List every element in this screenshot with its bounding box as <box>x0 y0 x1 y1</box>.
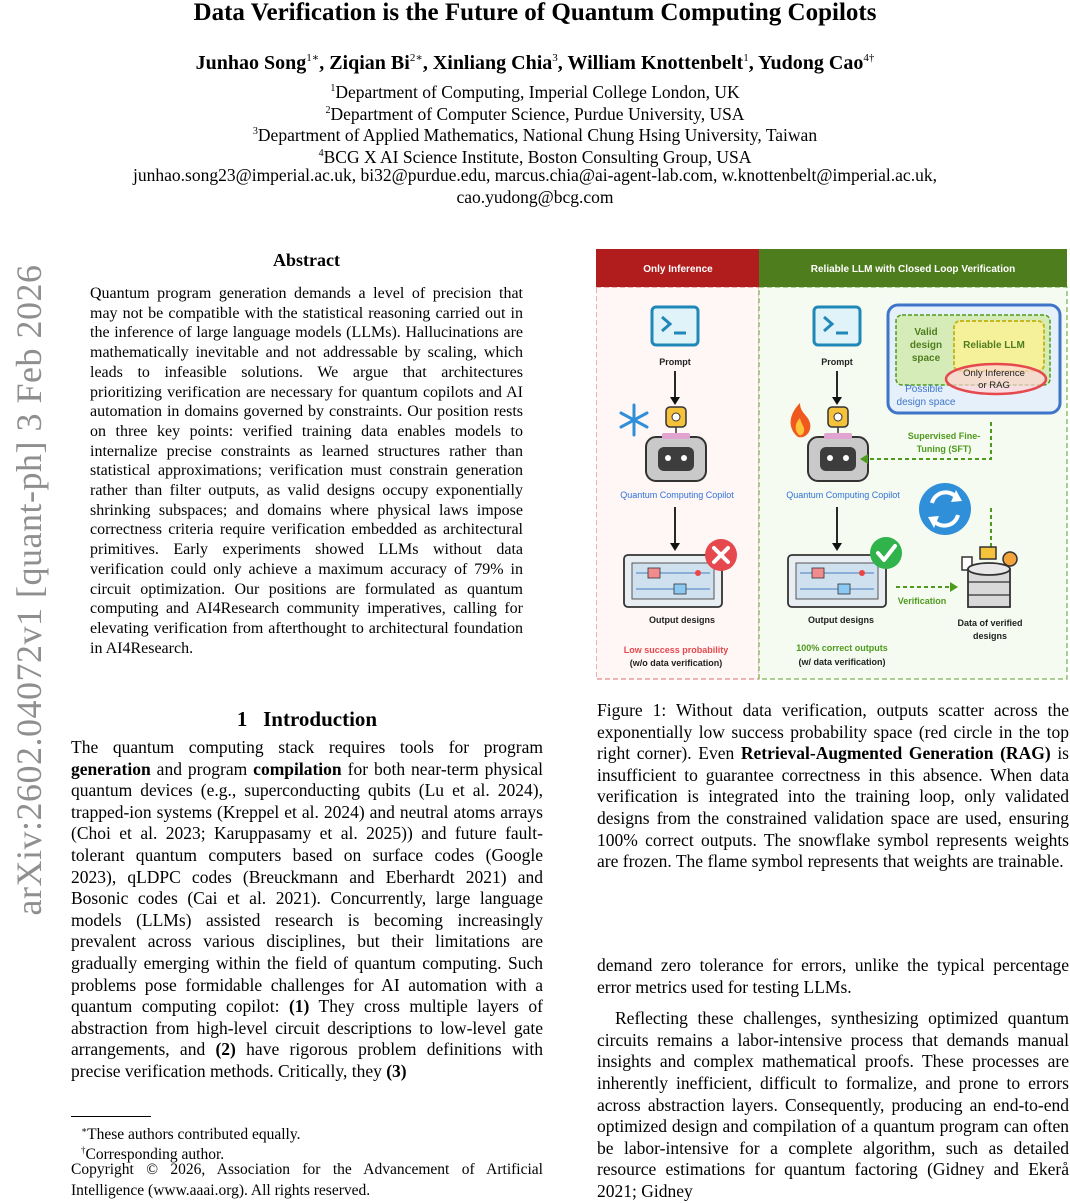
possible-space-label: Possible <box>905 384 943 395</box>
data-verified-label: Data of verified <box>957 618 1023 628</box>
text-run: have rigorous problem definitions with precise verification methods. Critically, they <box>71 1039 543 1081</box>
author-name: Junhao Song <box>195 52 307 74</box>
arxiv-stamp <box>4 230 54 950</box>
affiliation-text: BCG X AI Science Institute, Boston Consulting Group, USA <box>323 147 752 167</box>
valid-space-label: space <box>911 353 941 364</box>
reliable-llm-label: Reliable LLM <box>963 340 1025 351</box>
possible-space-label: design space <box>896 397 956 408</box>
text-run: is insufficient to guarantee correctness in this absence. When data verification is integrated into the training loop, only validated designs from the constrained validation space are used, ensuring 100% correct outputs. The snowflake symbol represents weights are frozen. The flame symbol represents that weights are trainable. <box>597 743 1069 872</box>
verification-label: Verification <box>897 596 947 606</box>
sft-label: Supervised Fine- <box>907 431 981 441</box>
sft-label: Tuning (SFT) <box>916 444 972 454</box>
author-name: William Knottenbelt <box>567 52 744 74</box>
email-line-2: cao.yudong@bcg.com <box>456 187 614 207</box>
low-success-label: Low success probability <box>623 645 729 655</box>
cross-icon <box>705 539 737 571</box>
paragraph: Reflecting these challenges, synthesizing optimized quantum circuits remains a labor-intensive process that demands manual insights and complex mathematical proofs. These processes are inherently inefficient, difficult to formalize, and prone to errors across abstraction layers. Consequently, producing an end-to-end optimized design and compilation of a quantum program can often be labor-intensive for a complete algorithm, such as detailed resource estimations for quantum factoring (Gidney and Ekerå 2021; Gidney <box>597 1008 1069 1201</box>
footnote-rule <box>71 1116 151 1117</box>
text-run: for both near-term physical quantum devices (e.g., superconducting qubits (Lu et al. 2024), trapped-ion systems (Kreppel et al. 2024) and neutral atoms arrays (Choi et al. 2023; Karuppasamy et al. 2025)) and future fault-tolerant quantum computers based on surface codes (Google 2023), qLDPC codes (Breuckmann and Eberhardt 2021) and Bosonic codes (Cai et al. 2021). Concurrently, large language models (LLMs) assisted research is becoming increasingly prevalent across various disciplines, but their limitations are gradually emerging within the field of quantum computing. Such problems pose formidable challenges for AI automation with a quantum computing copilot: <box>71 758 543 1017</box>
caption-label: Figure 1: <box>597 700 667 720</box>
only-inference-rag-label: or RAG <box>978 380 1010 391</box>
affiliation-text: Department of Applied Mathematics, National Chung Hsing University, Taiwan <box>257 125 818 145</box>
text-run: The quantum computing stack requires tools for program <box>71 737 543 757</box>
affiliation-text: Department of Computing, Imperial College London, UK <box>335 82 740 102</box>
circuit-diagram-right <box>788 555 886 607</box>
affiliation-text: Department of Computer Science, Purdue University, USA <box>330 104 745 124</box>
bold-run: (3) <box>386 1060 407 1081</box>
copilot-label-right: Quantum Computing Copilot <box>786 490 900 500</box>
section-title: Introduction <box>263 707 378 731</box>
output-label-right: Output designs <box>808 615 874 625</box>
author-mark: 1∗ <box>306 52 320 64</box>
author-name: Xinliang Chia <box>432 52 553 74</box>
output-label-left: Output designs <box>649 615 715 625</box>
intro-paragraph <box>71 737 543 1083</box>
text-run: Without data verification, outputs scatter across the exponentially low success probability space (red circle in the top right corner). Even <box>597 700 1069 764</box>
wo-verification-label: (w/o data verification) <box>629 658 723 668</box>
correct-outputs-label: 100% correct outputs <box>796 643 888 653</box>
author-name: Ziqian Bi <box>329 52 410 74</box>
figure-1-svg <box>596 247 1068 681</box>
author-mark: 1 <box>743 52 749 64</box>
w-verification-label: (w/ data verification) <box>798 657 886 667</box>
right-column-text <box>597 955 1069 1203</box>
footnote-text: These authors contributed equally. <box>87 1126 301 1143</box>
paragraph: demand zero tolerance for errors, unlike the typical percentage error metrics used for testing LLMs. <box>597 955 1069 997</box>
affiliation-mark: 3 <box>252 126 258 137</box>
bold-run: (1) <box>288 996 310 1017</box>
prompt-label-right: Prompt <box>821 357 853 367</box>
affiliation-mark: 4 <box>318 148 324 159</box>
abstract-text: Quantum program generation demands a level of precision that may not be compatible with the statistical reasoning carried out in the inference of large language models (LLMs). Hallucinations are mathematically inevitable and not addressable by scaling, which leads to infeasible solutions. We argue that architectures prioritizing verification are necessary for quantum copilots and AI automation in domains governed by constraints. Our position rests on three key points: verified training data enables models to internalize precise constraints as learned structures rather than statistical approximations; verification must constrain generation rather than filter outputs, as valid designs occupy exponentially shrinking subspaces; and domains where physical laws impose correctness criteria require verification embedded as architectural primitives. Early experiments showed LLMs without data verification could only achieve a maximum accuracy of 79% in circuit optimization. Our positions are formulated as quantum computing and AI4Research community imperatives, calling for elevating verification from afterthought to architectural foundation in AI4Research. <box>90 285 523 657</box>
section-heading <box>71 707 543 732</box>
author-name: Yudong Cao <box>757 52 864 74</box>
footnote-text: Corresponding author. <box>85 1146 225 1163</box>
section-number: 1 <box>236 707 248 731</box>
terminal-icon <box>652 307 698 345</box>
check-icon <box>870 537 902 569</box>
right-header-label: Reliable LLM with Closed Loop Verification <box>810 264 1016 275</box>
refresh-icon <box>919 483 971 535</box>
figure-caption <box>597 700 1069 873</box>
copilot-label-left: Quantum Computing Copilot <box>620 490 734 500</box>
footnote-mark: † <box>81 1145 86 1155</box>
figure-1 <box>596 247 1068 681</box>
bold-run: compilation <box>253 758 342 779</box>
data-verified-label: designs <box>972 631 1008 641</box>
terminal-icon <box>814 307 860 345</box>
bold-run: generation <box>71 758 151 779</box>
prompt-label-left: Prompt <box>659 357 691 367</box>
valid-space-label: design <box>909 340 943 351</box>
author-mark: 4† <box>863 52 875 64</box>
author-mark: 2∗ <box>409 52 423 64</box>
only-inference-rag-label: Only Inference <box>963 368 1025 379</box>
bold-run: Retrieval-Augmented Generation (RAG) <box>740 743 1051 764</box>
author-mark: 3 <box>552 52 558 64</box>
text-run: They cross multiple layers of abstraction from high-level circuit descriptions to low-level gate arrangements, and <box>71 996 544 1060</box>
footnote-mark: ∗ <box>81 1125 88 1135</box>
email-line-1: junhao.song23@imperial.ac.uk, bi32@purdue.edu, marcus.chia@ai-agent-lab.com, w.knottenbelt@imperial.ac.uk, <box>133 165 937 185</box>
author-list: Junhao Song$^{1∗}$, Ziqian $Bi^{2∗}$, Xinliang Chia$^3$, William Knottenbelt$^1$, Yudong Cao$^{4\dagger}$ <box>195 52 875 74</box>
text-run: and program <box>150 758 254 779</box>
affiliation-mark: 1 <box>330 83 336 94</box>
bold-run: (2) <box>215 1039 236 1060</box>
copyright-notice: Copyright © 2026, Association for the Advancement of Artificial Intelligence (www.aaai.org). All rights reserved. <box>71 1161 543 1199</box>
affiliation-mark: 2 <box>325 105 331 116</box>
left-header-label: Only Inference <box>643 264 713 275</box>
arxiv-id: arXiv:2602.04072v1 [quant-ph] 3 Feb 2026 <box>9 264 49 916</box>
valid-space-label: Valid <box>914 327 938 338</box>
paper-title: Data Verification is the Future of Quantum Computing Copilots <box>193 0 877 26</box>
abstract-heading: Abstract <box>273 250 340 270</box>
